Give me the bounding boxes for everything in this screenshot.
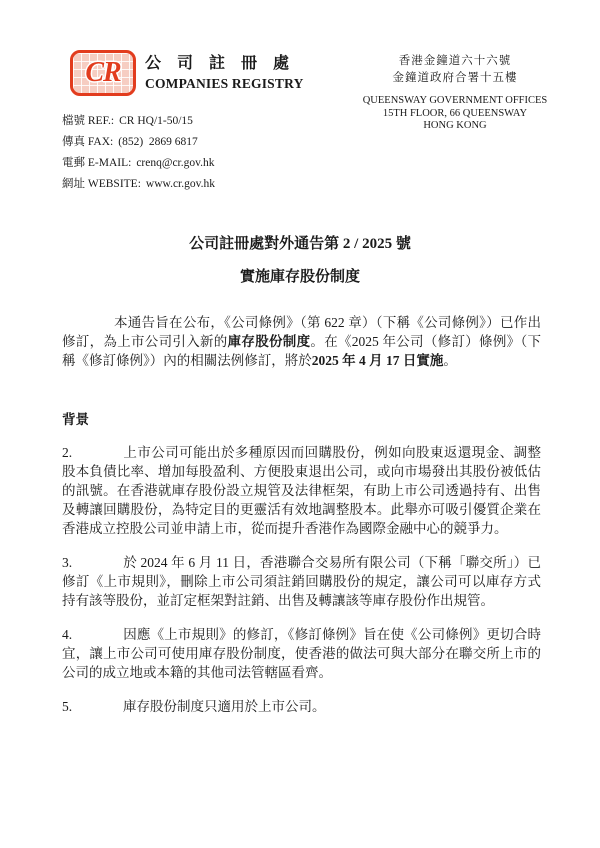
paragraph-text: 於 2024 年 6 月 11 日，香港聯合交易所有限公司（下稱「聯交所」）已修訂《上市規則》，刪除上市公司須註銷回購股份的規定，讓公司可以庫存方式持有該等股份，並訂定框架對註銷、出售及轉讓該等庫存股份作出規管。: [62, 555, 541, 608]
website-label: 網址 WEBSITE:: [62, 178, 141, 190]
reference-label: 檔號 REF.:: [62, 115, 115, 127]
intro-text: 本通告旨在公布，《公司條例》（第 622 章）（下稱《公司條例》）已作出修訂，為上市公司引入新的: [62, 315, 541, 349]
paragraph-number: 4.: [62, 627, 73, 642]
intro-bold-treasury-shares: 庫存股份制度: [227, 334, 311, 349]
fax-value: (852) 2869 6817: [118, 136, 198, 148]
office-address-block: [330, 53, 580, 133]
intro-paragraph: [62, 313, 541, 370]
website-line: [62, 174, 215, 195]
contact-block: [62, 111, 215, 195]
website-value: www.cr.gov.hk: [145, 178, 216, 190]
registry-name-block: [145, 53, 304, 92]
paragraph-text: 因應《上市規則》的修訂，《修訂條例》旨在使《公司條例》更切合時宜，讓上市公司可使用庫存股份制度，使香港的做法可與大部分在聯交所上市的公司的成立地或本籍的其他司法管轄區看齊。: [62, 627, 541, 680]
paragraph-4: [62, 625, 541, 682]
address-line-chinese: 金鐘道政府合署十五樓: [392, 71, 518, 84]
registry-name-english: COMPANIES REGISTRY: [145, 76, 304, 91]
notice-subject-title: 實施庫存股份制度: [239, 269, 360, 285]
paragraph-number: 5.: [62, 699, 73, 714]
address-line-english: HONG KONG: [423, 120, 487, 131]
companies-registry-logo: [70, 50, 136, 96]
intro-bold-effective-date: 2025 年 4 月 17 日實施: [311, 353, 444, 368]
paragraph-2: [62, 443, 541, 538]
paragraph-3: [62, 553, 541, 610]
email-line: [62, 153, 215, 174]
registry-name-chinese: 公 司 註 冊 處: [145, 55, 296, 72]
cr-logo-letters: CR: [85, 57, 121, 88]
notice-number-title: 公司註冊處對外通告第 2 / 2025 號: [189, 236, 411, 252]
paragraph-5: [62, 697, 541, 716]
email-label: 電郵 E-MAIL:: [62, 157, 132, 169]
paragraph-text: 庫存股份制度只適用於上市公司。: [123, 699, 326, 714]
intro-text: 。: [443, 353, 457, 368]
address-line-chinese: 香港金鐘道六十六號: [398, 55, 512, 67]
background-heading: 背景: [62, 412, 89, 427]
paragraph-number: 2.: [62, 445, 73, 460]
address-line-english: QUEENSWAY GOVERNMENT OFFICES: [362, 95, 548, 106]
address-line-english: 15TH FLOOR, 66 QUEENSWAY: [382, 107, 528, 119]
reference-number-line: [62, 111, 215, 132]
paragraph-text: 上市公司可能出於多種原因而回購股份，例如向股東返還現金、調整股本負債比率、增加每股盈利、方便股東退出公司，或向市場發出其股份被低估的訊號。在香港就庫存股份設立規管及法律框架，有助上市公司透過持有、出售及轉讓回購股份，為特定目的更靈活有效地調整股本。此舉亦可吸引優質企業在香港成立控股公司並申請上市，從而提升香港作為國際金融中心的競爭力。: [62, 445, 541, 536]
email-value: crenq@cr.gov.hk: [136, 157, 215, 169]
fax-line: [62, 132, 215, 153]
intro-text: 。在《2025 年公司（修訂）條例》（下稱《修訂條例》）內的相關法例修訂，將於: [62, 334, 542, 368]
paragraph-number: 3.: [62, 555, 73, 570]
reference-value: CR HQ/1-50/15: [119, 115, 193, 127]
fax-label: 傳真 FAX:: [62, 136, 114, 148]
notice-body: [62, 313, 541, 731]
